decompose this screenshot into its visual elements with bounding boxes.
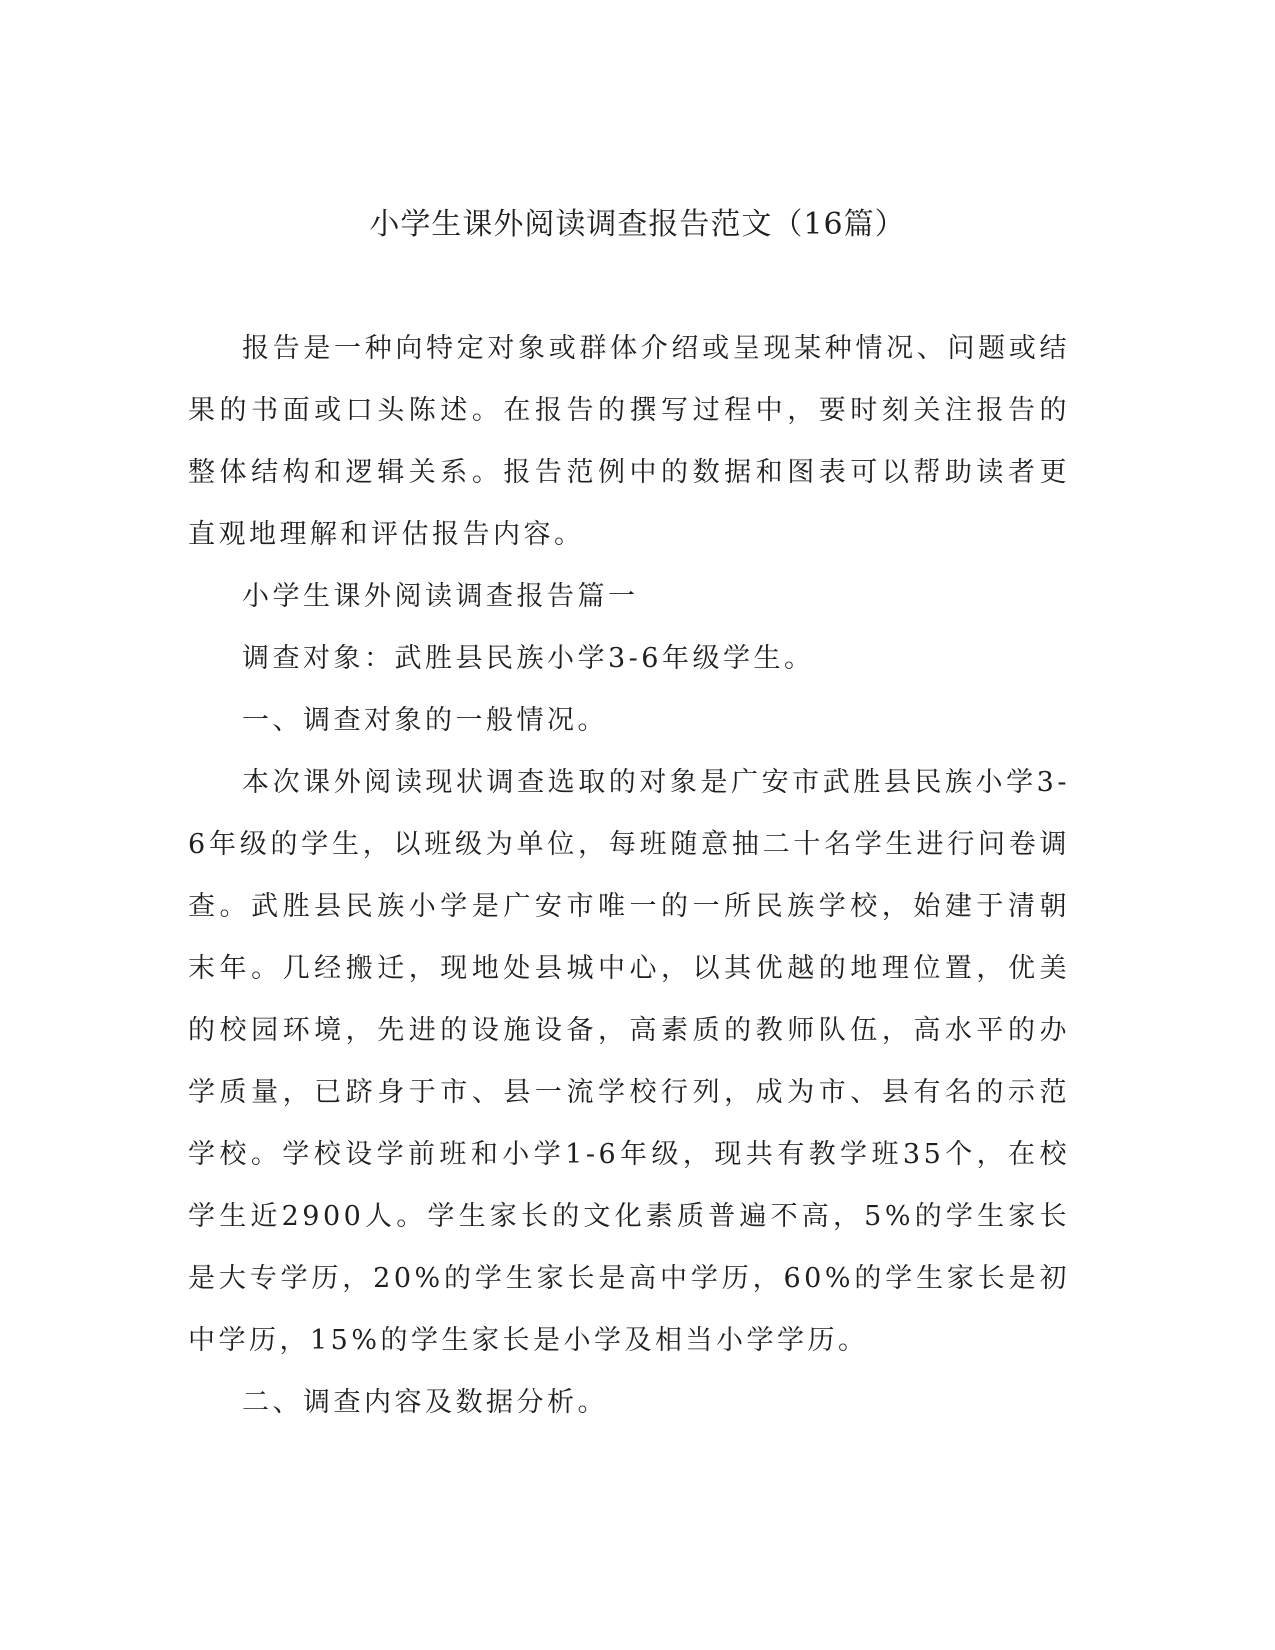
intro-paragraph: 报告是一种向特定对象或群体介绍或呈现某种情况、问题或结果的书面或口头陈述。在报告的撰写过程中，要时刻关注报告的整体结构和逻辑关系。报告范例中的数据和图表可以帮助读者更直观地理解和评估报告内容。 — [188, 333, 1070, 550]
survey-target-line: 调查对象：武胜县民族小学3-6年级学生。 — [242, 643, 815, 674]
subsection-heading-2: 二、调查内容及数据分析。 — [242, 1387, 608, 1418]
document-title: 小学生课外阅读调查报告范文（16篇） — [369, 207, 906, 242]
subsection-heading-1: 一、调查对象的一般情况。 — [242, 705, 608, 736]
section-heading: 小学生课外阅读调查报告篇一 — [242, 581, 639, 612]
survey-description-paragraph: 本次课外阅读现状调查选取的对象是广安市武胜县民族小学3-6年级的学生，以班级为单位，每班随意抽二十名学生进行问卷调查。武胜县民族小学是广安市唯一的一所民族学校，始建于清朝末年。几经搬迁，现地处县城中心，以其优越的地理位置，优美的校园环境，先进的设施设备，高素质的教师队伍，高水平的办学质量，已跻身于市、县一流学校行列，成为市、县有名的示范学校。学校设学前班和小学1-6年级，现共有教学班35个，在校学生近2900人。学生家长的文化素质普遍不高，5%的学生家长是大专学历，20%的学生家长是高中学历，60%的学生家长是初中学历，15%的学生家长是小学及相当小学学历。 — [188, 767, 1070, 1356]
document-body — [188, 318, 1070, 1434]
